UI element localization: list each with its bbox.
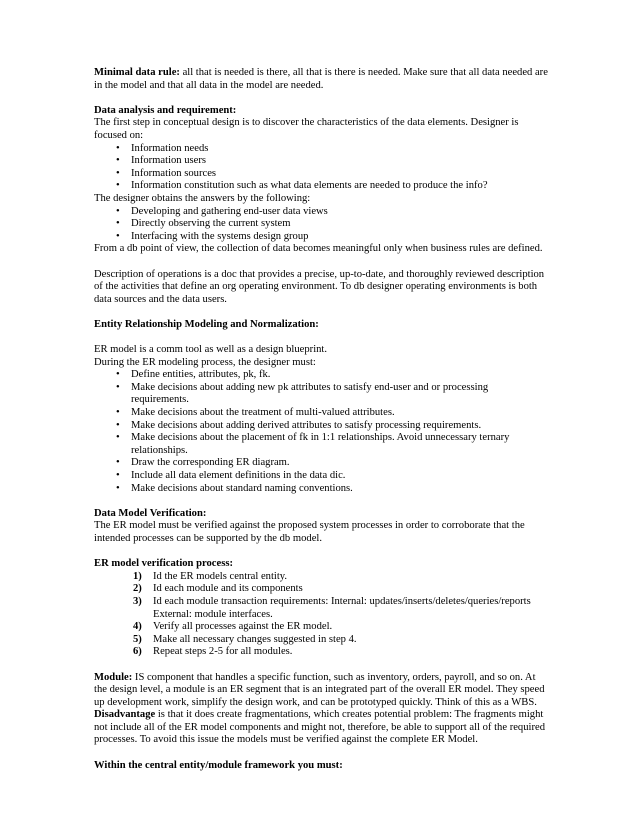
list-item: 4) Verify all processes against the ER model.	[133, 621, 333, 633]
list-item: • Make decisions about standard naming conventions.	[116, 482, 353, 494]
er-line-2: During the ER modeling process, the designer must:	[94, 356, 316, 368]
list-item: 6) Repeat steps 2-5 for all modules.	[133, 646, 293, 658]
list-item: • Directly observing the current system	[116, 218, 291, 230]
minimal-data-rule-paragraph	[94, 67, 548, 92]
module-paragraph: Module: IS component that handles a specific function, such as inventory, orders, payroll, and so on. At the design level, a module is an ER segment that is an integrated part of the overall ER model. They speed up development work, simplify the design work, and can be prototyped quickly. Think of this as a WBS. Disadvantage is that it does create fragmentations, which creates potential problem: The fragments might not include all of the ER model components and might not, therefore, be able to support all of the required processes. To avoid this issue the models must be verified against the complete ER Model.	[94, 671, 545, 746]
list-item: • Information needs	[116, 142, 209, 154]
er-heading: Entity Relationship Modeling and Normalization:	[94, 318, 319, 330]
er-line-1: ER model is a comm tool as well as a design blueprint.	[94, 344, 328, 356]
list-item: • Draw the corresponding ER diagram.	[116, 457, 290, 469]
er-list	[94, 369, 548, 495]
list-item: • Information sources	[116, 167, 217, 179]
db-point-line: From a db point of view, the collection of data becomes meaningful only when business rules are defined.	[94, 243, 543, 255]
list-item: • Developing and gathering end-user data views	[116, 205, 328, 217]
list-item: 2) Id each module and its components	[133, 583, 303, 595]
central-heading: Within the central entity/module framework you must:	[94, 759, 343, 771]
minimal-data-rule-heading: Minimal data rule:	[94, 67, 180, 78]
minimal-data-rule-text: all that is needed is there, all that is there is needed. Make sure that all data needed are in the model and that all data in the model are needed.	[94, 67, 548, 91]
list-item: • Make decisions about the placement of fk in 1:1 relationships. Avoid unnecessary ternary relationships.	[116, 432, 510, 456]
list-item: • Make decisions about the treatment of multi-valued attributes.	[116, 407, 395, 419]
process-steps	[94, 571, 548, 659]
obtains-line: The designer obtains the answers by the following:	[94, 192, 311, 204]
list-item: • Make decisions about adding derived attributes to satisfy processing requirements.	[116, 419, 482, 431]
disadvantage-heading: Disadvantage	[94, 709, 156, 721]
list-item: • Information constitution such as what data elements are needed to produce the info?	[116, 180, 488, 192]
methods-list	[94, 206, 548, 244]
list-item: • Make decisions about adding new pk attributes to satisfy end-user and or processing requirements.	[116, 381, 489, 406]
focus-list	[94, 143, 548, 193]
list-item: 5) Make all necessary changes suggested in step 4.	[133, 633, 357, 645]
list-item: • Information users	[116, 155, 207, 167]
list-item: • Define entities, attributes, pk, fk.	[116, 369, 271, 381]
module-heading: Module:	[94, 671, 133, 683]
verification-text: The ER model must be verified against the proposed system processes in order to corroborate that the intended processes can be supported by the db model.	[94, 520, 525, 544]
list-item: 3) Id each module transaction requirements: Internal: updates/inserts/deletes/queries/reports External: module interfaces.	[133, 595, 531, 620]
verification-heading: Data Model Verification:	[94, 507, 207, 519]
analysis-heading: Data analysis and requirement:	[94, 104, 237, 116]
description-paragraph: Description of operations is a doc that provides a precise, up-to-date, and thoroughly reviewed description of the activities that define an org operating environment. To db designer operating environments is both data sources and the data users.	[94, 268, 545, 305]
list-item: • Interfacing with the systems design group	[116, 230, 309, 242]
analysis-intro: The first step in conceptual design is to discover the characteristics of the data elements. Designer is focused on:	[94, 117, 519, 141]
process-heading: ER model verification process:	[94, 558, 233, 570]
list-item: • Include all data element definitions in the data dic.	[116, 470, 346, 481]
list-item: 1) Id the ER models central entity.	[133, 570, 288, 582]
